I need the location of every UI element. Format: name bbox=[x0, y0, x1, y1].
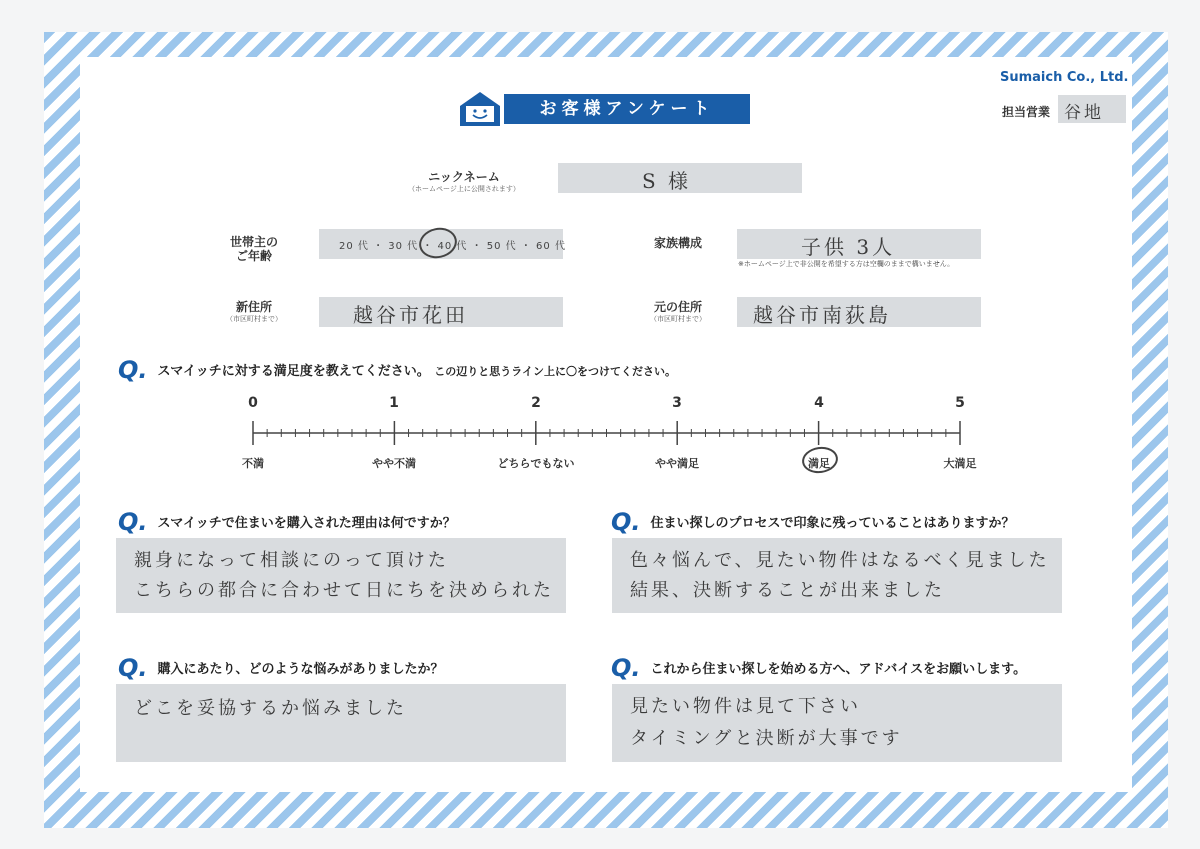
age-label-line2: ご年齢 bbox=[235, 249, 272, 263]
family-field bbox=[737, 229, 981, 259]
new-address-label-text: 新住所 bbox=[235, 300, 272, 314]
scale-number: 5 bbox=[955, 395, 965, 411]
answer-line: 親身になって相談にのって頂けた bbox=[134, 550, 449, 571]
satisfaction-question-text: スマイッチに対する満足度を教えてください。 bbox=[157, 364, 430, 379]
answer-box bbox=[116, 684, 566, 762]
nickname-field bbox=[558, 163, 802, 193]
age-field bbox=[319, 229, 566, 259]
answer-line: 見たい物件は見て下さい bbox=[630, 696, 861, 717]
rep-label: 担当営業 bbox=[1002, 105, 1051, 119]
rep-value: 谷地 bbox=[1064, 103, 1104, 123]
answer-line: どこを妥協するか悩みました bbox=[134, 698, 407, 719]
scale-label: 満足 bbox=[808, 457, 830, 470]
scale-label: 不満 bbox=[242, 457, 264, 470]
satisfaction-scale bbox=[240, 395, 1000, 475]
answer-box bbox=[612, 538, 1062, 613]
question-text: 住まい探しのプロセスで印象に残っていることはありますか？ bbox=[650, 516, 1015, 531]
question-text: 購入にあたり、どのような悩みがありましたか？ bbox=[157, 662, 444, 677]
nickname-sublabel: （ホームページ上に公開されます） bbox=[408, 185, 520, 193]
q-mark: Q. bbox=[118, 356, 148, 384]
scale-number: 1 bbox=[389, 395, 399, 411]
satisfaction-question bbox=[118, 356, 676, 384]
scale-number: 4 bbox=[814, 395, 824, 411]
family-value: 子供 3人 bbox=[801, 235, 896, 259]
family-label: 家族構成 bbox=[653, 236, 702, 250]
old-address-label bbox=[636, 300, 720, 324]
old-address-value: 越谷市南荻島 bbox=[753, 303, 891, 327]
age-selection-circle bbox=[416, 224, 459, 261]
scale-number: 2 bbox=[531, 395, 541, 411]
question-text: これから住まい探しを始める方へ、アドバイスをお願いします。 bbox=[650, 662, 1027, 677]
satisfaction-instruction: この辺りと思うライン上に〇をつけてください。 bbox=[434, 365, 676, 378]
scale-number: 0 bbox=[248, 395, 258, 411]
question-text: スマイッチで住まいを購入された理由は何ですか？ bbox=[157, 516, 456, 531]
company-name: Sumaich Co., Ltd. bbox=[1000, 70, 1129, 85]
answer-line: 色々悩んで、見たい物件はなるべく見ました bbox=[630, 550, 1050, 571]
new-address-sublabel: （市区町村まで） bbox=[226, 315, 282, 323]
scale-label: やや不満 bbox=[372, 457, 416, 470]
q-mark: Q. bbox=[611, 508, 641, 536]
answer-box bbox=[116, 538, 566, 613]
q-mark: Q. bbox=[118, 508, 148, 536]
scale-label: どちらでもない bbox=[497, 457, 575, 470]
family-privacy-note: ※ホームページ上で非公開を希望する方は空欄のままで構いません。 bbox=[738, 260, 955, 268]
question-process bbox=[611, 508, 1015, 536]
new-address-label bbox=[214, 300, 294, 324]
question-concerns bbox=[118, 654, 444, 682]
age-label-line1: 世帯主の bbox=[229, 235, 278, 249]
scale-number: 3 bbox=[672, 395, 682, 411]
rep-field bbox=[1058, 95, 1126, 123]
answer-box bbox=[612, 684, 1062, 762]
nickname-label-text: ニックネーム bbox=[428, 170, 500, 184]
scale-label: 大満足 bbox=[943, 457, 977, 470]
question-advice bbox=[611, 654, 1026, 682]
q-mark: Q. bbox=[611, 654, 641, 682]
q-mark: Q. bbox=[118, 654, 148, 682]
scale-label: やや満足 bbox=[655, 457, 699, 470]
answer-line: タイミングと決断が大事です bbox=[630, 728, 903, 749]
age-label bbox=[214, 235, 294, 263]
old-address-field bbox=[737, 297, 981, 327]
old-address-label-text: 元の住所 bbox=[653, 300, 702, 314]
age-options: 20 代 ・ 30 代 ・ 40 代 ・ 50 代 ・ 60 代 bbox=[339, 241, 566, 252]
question-reason bbox=[118, 508, 456, 536]
scale-line bbox=[240, 395, 1000, 475]
house-smile-icon bbox=[458, 90, 502, 128]
answer-line: 結果、決断することが出来ました bbox=[630, 580, 945, 601]
survey-title-bar bbox=[458, 90, 750, 128]
new-address-value: 越谷市花田 bbox=[353, 303, 468, 327]
answer-line: こちらの都合に合わせて日にちを決められた bbox=[134, 580, 554, 601]
nickname-value: S 様 bbox=[642, 169, 692, 193]
new-address-field bbox=[319, 297, 563, 327]
page-title: お客様アンケート bbox=[504, 94, 750, 124]
old-address-sublabel: （市区町村まで） bbox=[650, 315, 706, 323]
nickname-label bbox=[396, 170, 532, 194]
